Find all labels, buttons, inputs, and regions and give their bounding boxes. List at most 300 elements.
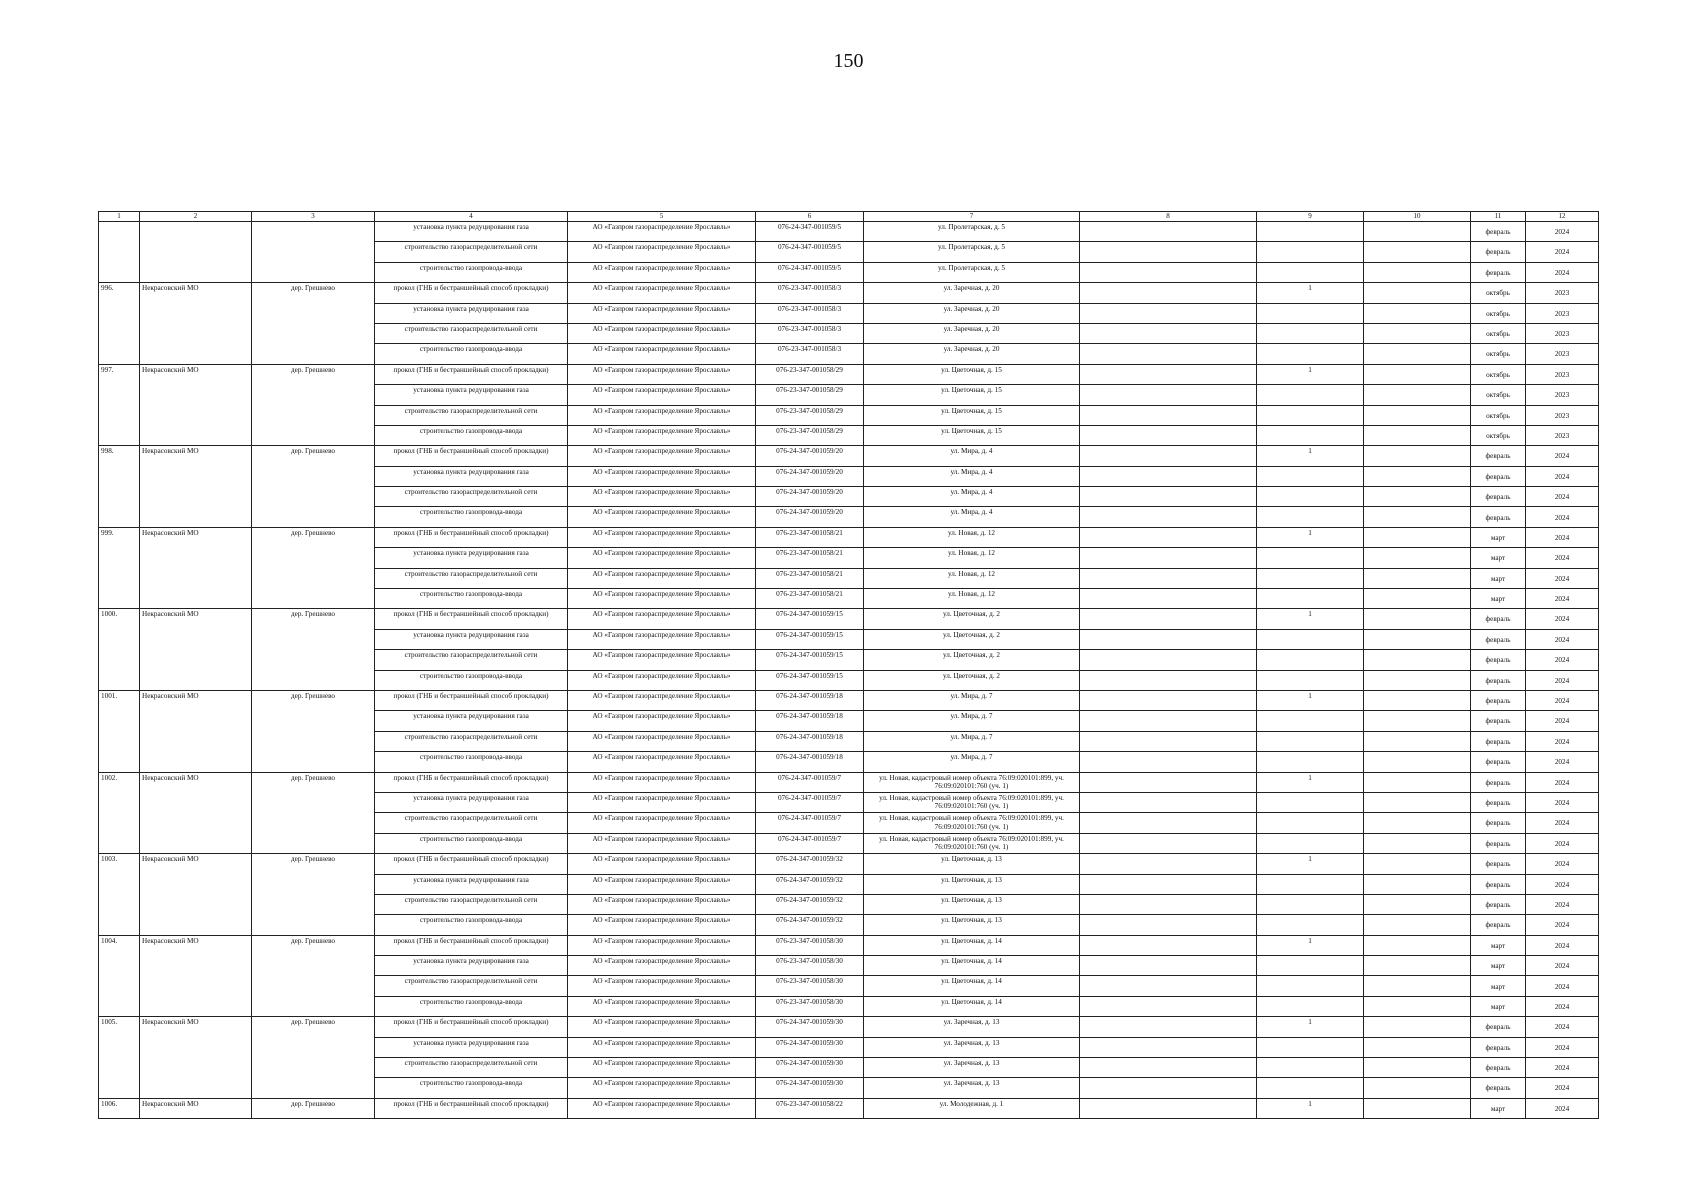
year: 2024 <box>1526 1098 1599 1118</box>
column-8-empty <box>1080 629 1257 649</box>
register-table <box>98 211 1599 1119</box>
work-type: строительство газопровода-ввода <box>375 507 568 527</box>
column-9-value <box>1257 425 1364 445</box>
month: октябрь <box>1471 303 1526 323</box>
year: 2023 <box>1526 344 1599 364</box>
settlement-name: дер. Грешнево <box>252 1098 375 1118</box>
settlement-name <box>252 222 375 283</box>
work-type: строительство газопровода-ввода <box>375 996 568 1016</box>
year: 2024 <box>1526 976 1599 996</box>
year: 2024 <box>1526 752 1599 772</box>
column-9-value <box>1257 894 1364 914</box>
year: 2024 <box>1526 629 1599 649</box>
column-header-6: 6 <box>756 212 864 222</box>
month: октябрь <box>1471 323 1526 343</box>
work-type: прокол (ГНБ и бестраншейный способ прокладки) <box>375 283 568 303</box>
column-header-10: 10 <box>1364 212 1471 222</box>
organization: АО «Газпром газораспределение Ярославль» <box>568 752 756 772</box>
column-9-value <box>1257 487 1364 507</box>
address: ул. Мира, д. 7 <box>864 690 1080 710</box>
column-8-empty <box>1080 874 1257 894</box>
work-type: строительство газораспределительной сети <box>375 405 568 425</box>
application-code: 076-24-347-001059/32 <box>756 874 864 894</box>
month: февраль <box>1471 1037 1526 1057</box>
column-8-empty <box>1080 609 1257 629</box>
month: март <box>1471 976 1526 996</box>
column-9-value <box>1257 629 1364 649</box>
year: 2024 <box>1526 609 1599 629</box>
month: март <box>1471 568 1526 588</box>
address: ул. Цветочная, д. 14 <box>864 996 1080 1016</box>
column-9-value: 1 <box>1257 609 1364 629</box>
column-9-value: 1 <box>1257 446 1364 466</box>
column-8-empty <box>1080 894 1257 914</box>
work-type: прокол (ГНБ и бестраншейный способ прокладки) <box>375 935 568 955</box>
column-header-1: 1 <box>99 212 140 222</box>
organization: АО «Газпром газораспределение Ярославль» <box>568 262 756 282</box>
column-10-empty <box>1364 752 1471 772</box>
month: февраль <box>1471 242 1526 262</box>
work-type: прокол (ГНБ и бестраншейный способ прокладки) <box>375 1017 568 1037</box>
column-8-empty <box>1080 813 1257 833</box>
application-code: 076-24-347-001059/15 <box>756 650 864 670</box>
application-code: 076-24-347-001059/18 <box>756 731 864 751</box>
application-code: 076-24-347-001059/30 <box>756 1078 864 1098</box>
organization: АО «Газпром газораспределение Ярославль» <box>568 956 756 976</box>
month: март <box>1471 589 1526 609</box>
column-10-empty <box>1364 1037 1471 1057</box>
organization: АО «Газпром газораспределение Ярославль» <box>568 425 756 445</box>
application-code: 076-23-347-001058/21 <box>756 548 864 568</box>
year: 2023 <box>1526 364 1599 384</box>
column-10-empty <box>1364 568 1471 588</box>
month: февраль <box>1471 813 1526 833</box>
column-header-5: 5 <box>568 212 756 222</box>
organization: АО «Газпром газораспределение Ярославль» <box>568 935 756 955</box>
work-type: строительство газораспределительной сети <box>375 731 568 751</box>
district-name: Некрасовский МО <box>140 690 252 772</box>
year: 2024 <box>1526 548 1599 568</box>
year: 2024 <box>1526 935 1599 955</box>
settlement-name: дер. Грешнево <box>252 854 375 936</box>
address: ул. Заречная, д. 20 <box>864 323 1080 343</box>
district-name: Некрасовский МО <box>140 1017 252 1099</box>
column-8-empty <box>1080 915 1257 935</box>
district-name: Некрасовский МО <box>140 364 252 446</box>
column-10-empty <box>1364 996 1471 1016</box>
column-10-empty <box>1364 487 1471 507</box>
year: 2024 <box>1526 833 1599 853</box>
year: 2024 <box>1526 1078 1599 1098</box>
address: ул. Цветочная, д. 14 <box>864 956 1080 976</box>
organization: АО «Газпром газораспределение Ярославль» <box>568 731 756 751</box>
district-name: Некрасовский МО <box>140 283 252 365</box>
column-9-value <box>1257 976 1364 996</box>
column-9-value <box>1257 650 1364 670</box>
column-10-empty <box>1364 283 1471 303</box>
month: февраль <box>1471 487 1526 507</box>
column-10-empty <box>1364 874 1471 894</box>
table-row <box>99 283 1599 303</box>
column-9-value <box>1257 792 1364 812</box>
column-9-value <box>1257 466 1364 486</box>
work-type: установка пункта редуцирования газа <box>375 629 568 649</box>
column-9-value <box>1257 670 1364 690</box>
column-8-empty <box>1080 996 1257 1016</box>
column-8-empty <box>1080 242 1257 262</box>
address: ул. Новая, д. 12 <box>864 527 1080 547</box>
month: февраль <box>1471 629 1526 649</box>
column-10-empty <box>1364 262 1471 282</box>
work-type: прокол (ГНБ и бестраншейный способ прокладки) <box>375 527 568 547</box>
column-9-value <box>1257 589 1364 609</box>
year: 2024 <box>1526 956 1599 976</box>
column-8-empty <box>1080 690 1257 710</box>
work-type: установка пункта редуцирования газа <box>375 303 568 323</box>
column-8-empty <box>1080 854 1257 874</box>
column-9-value <box>1257 242 1364 262</box>
organization: АО «Газпром газораспределение Ярославль» <box>568 792 756 812</box>
column-9-value: 1 <box>1257 1098 1364 1118</box>
address: ул. Цветочная, д. 13 <box>864 915 1080 935</box>
entry-number: 1000. <box>99 609 140 691</box>
address: ул. Новая, д. 12 <box>864 589 1080 609</box>
application-code: 076-23-347-001058/29 <box>756 364 864 384</box>
year: 2024 <box>1526 222 1599 242</box>
column-9-value: 1 <box>1257 1017 1364 1037</box>
application-code: 076-23-347-001058/3 <box>756 283 864 303</box>
month: февраль <box>1471 894 1526 914</box>
address: ул. Заречная, д. 13 <box>864 1058 1080 1078</box>
month: октябрь <box>1471 344 1526 364</box>
year: 2024 <box>1526 589 1599 609</box>
column-header-3: 3 <box>252 212 375 222</box>
work-type: строительство газопровода-ввода <box>375 915 568 935</box>
month: февраль <box>1471 1058 1526 1078</box>
column-10-empty <box>1364 405 1471 425</box>
page-number: 150 <box>833 50 864 72</box>
address: ул. Новая, д. 12 <box>864 568 1080 588</box>
work-type: прокол (ГНБ и бестраншейный способ прокладки) <box>375 1098 568 1118</box>
application-code: 076-23-347-001058/21 <box>756 527 864 547</box>
application-code: 076-24-347-001059/18 <box>756 711 864 731</box>
address: ул. Цветочная, д. 13 <box>864 854 1080 874</box>
work-type: строительство газопровода-ввода <box>375 262 568 282</box>
settlement-name: дер. Грешнево <box>252 772 375 854</box>
application-code: 076-24-347-001059/32 <box>756 915 864 935</box>
column-10-empty <box>1364 344 1471 364</box>
application-code: 076-24-347-001059/30 <box>756 1037 864 1057</box>
year: 2023 <box>1526 283 1599 303</box>
column-8-empty <box>1080 650 1257 670</box>
address: ул. Пролетарская, д. 5 <box>864 242 1080 262</box>
work-type: строительство газораспределительной сети <box>375 242 568 262</box>
address: ул. Цветочная, д. 15 <box>864 364 1080 384</box>
month: февраль <box>1471 854 1526 874</box>
column-10-empty <box>1364 222 1471 242</box>
column-10-empty <box>1364 670 1471 690</box>
column-10-empty <box>1364 609 1471 629</box>
column-9-value: 1 <box>1257 935 1364 955</box>
column-10-empty <box>1364 527 1471 547</box>
column-8-empty <box>1080 772 1257 792</box>
year: 2024 <box>1526 650 1599 670</box>
month: март <box>1471 548 1526 568</box>
application-code: 076-23-347-001058/3 <box>756 344 864 364</box>
column-10-empty <box>1364 792 1471 812</box>
district-name: Некрасовский МО <box>140 772 252 854</box>
table-body <box>99 222 1599 1119</box>
table-row <box>99 1017 1599 1037</box>
month: февраль <box>1471 690 1526 710</box>
settlement-name: дер. Грешнево <box>252 690 375 772</box>
organization: АО «Газпром газораспределение Ярославль» <box>568 466 756 486</box>
column-10-empty <box>1364 1017 1471 1037</box>
column-10-empty <box>1364 425 1471 445</box>
address: ул. Заречная, д. 13 <box>864 1017 1080 1037</box>
application-code: 076-24-347-001059/32 <box>756 894 864 914</box>
address: ул. Пролетарская, д. 5 <box>864 262 1080 282</box>
column-8-empty <box>1080 364 1257 384</box>
month: февраль <box>1471 792 1526 812</box>
year: 2024 <box>1526 711 1599 731</box>
settlement-name: дер. Грешнево <box>252 283 375 365</box>
column-10-empty <box>1364 466 1471 486</box>
address: ул. Мира, д. 7 <box>864 752 1080 772</box>
table-row <box>99 690 1599 710</box>
work-type: установка пункта редуцирования газа <box>375 385 568 405</box>
table-header <box>99 212 1599 222</box>
column-8-empty <box>1080 222 1257 242</box>
application-code: 076-23-347-001058/3 <box>756 303 864 323</box>
column-8-empty <box>1080 283 1257 303</box>
address: ул. Мира, д. 4 <box>864 507 1080 527</box>
work-type: строительство газораспределительной сети <box>375 1058 568 1078</box>
column-10-empty <box>1364 956 1471 976</box>
address: ул. Новая, кадастровый номер объекта 76:09:020101:899, уч. 76:09:020101:760 (уч. 1) <box>864 833 1080 853</box>
entry-number: 1005. <box>99 1017 140 1099</box>
month: февраль <box>1471 772 1526 792</box>
column-9-value <box>1257 915 1364 935</box>
column-10-empty <box>1364 589 1471 609</box>
application-code: 076-24-347-001059/15 <box>756 609 864 629</box>
application-code: 076-23-347-001058/29 <box>756 425 864 445</box>
work-type: строительство газораспределительной сети <box>375 813 568 833</box>
column-10-empty <box>1364 242 1471 262</box>
column-9-value <box>1257 711 1364 731</box>
column-9-value <box>1257 323 1364 343</box>
table-row <box>99 364 1599 384</box>
month: октябрь <box>1471 283 1526 303</box>
work-type: прокол (ГНБ и бестраншейный способ прокладки) <box>375 364 568 384</box>
address: ул. Мира, д. 4 <box>864 487 1080 507</box>
organization: АО «Газпром газораспределение Ярославль» <box>568 833 756 853</box>
year: 2024 <box>1526 507 1599 527</box>
column-10-empty <box>1364 731 1471 751</box>
address: ул. Мира, д. 4 <box>864 446 1080 466</box>
district-name: Некрасовский МО <box>140 854 252 936</box>
column-8-empty <box>1080 670 1257 690</box>
year: 2024 <box>1526 731 1599 751</box>
year: 2024 <box>1526 874 1599 894</box>
column-8-empty <box>1080 446 1257 466</box>
column-9-value <box>1257 405 1364 425</box>
column-10-empty <box>1364 833 1471 853</box>
address: ул. Заречная, д. 13 <box>864 1078 1080 1098</box>
year: 2024 <box>1526 690 1599 710</box>
month: февраль <box>1471 874 1526 894</box>
year: 2024 <box>1526 772 1599 792</box>
application-code: 076-24-347-001059/20 <box>756 487 864 507</box>
address: ул. Мира, д. 7 <box>864 731 1080 751</box>
column-9-value <box>1257 222 1364 242</box>
column-10-empty <box>1364 690 1471 710</box>
district-name <box>140 222 252 283</box>
column-10-empty <box>1364 548 1471 568</box>
column-9-value <box>1257 303 1364 323</box>
work-type: строительство газопровода-ввода <box>375 670 568 690</box>
organization: АО «Газпром газораспределение Ярославль» <box>568 772 756 792</box>
work-type: строительство газораспределительной сети <box>375 976 568 996</box>
column-8-empty <box>1080 833 1257 853</box>
work-type: установка пункта редуцирования газа <box>375 792 568 812</box>
year: 2024 <box>1526 527 1599 547</box>
application-code: 076-23-347-001058/29 <box>756 385 864 405</box>
entry-number: 998. <box>99 446 140 528</box>
column-9-value <box>1257 731 1364 751</box>
entry-number <box>99 222 140 283</box>
year: 2024 <box>1526 262 1599 282</box>
column-header-8: 8 <box>1080 212 1257 222</box>
application-code: 076-24-347-001059/15 <box>756 670 864 690</box>
month: февраль <box>1471 915 1526 935</box>
address: ул. Цветочная, д. 2 <box>864 629 1080 649</box>
work-type: строительство газораспределительной сети <box>375 894 568 914</box>
work-type: установка пункта редуцирования газа <box>375 222 568 242</box>
application-code: 076-24-347-001059/18 <box>756 690 864 710</box>
application-code: 076-24-347-001059/32 <box>756 854 864 874</box>
application-code: 076-23-347-001058/30 <box>756 956 864 976</box>
organization: АО «Газпром газораспределение Ярославль» <box>568 527 756 547</box>
column-10-empty <box>1364 364 1471 384</box>
address: ул. Цветочная, д. 14 <box>864 935 1080 955</box>
organization: АО «Газпром газораспределение Ярославль» <box>568 670 756 690</box>
organization: АО «Газпром газораспределение Ярославль» <box>568 283 756 303</box>
organization: АО «Газпром газораспределение Ярославль» <box>568 609 756 629</box>
month: октябрь <box>1471 385 1526 405</box>
address: ул. Заречная, д. 13 <box>864 1037 1080 1057</box>
application-code: 076-24-347-001059/30 <box>756 1058 864 1078</box>
column-10-empty <box>1364 446 1471 466</box>
column-8-empty <box>1080 527 1257 547</box>
application-code: 076-24-347-001059/30 <box>756 1017 864 1037</box>
year: 2023 <box>1526 323 1599 343</box>
organization: АО «Газпром газораспределение Ярославль» <box>568 548 756 568</box>
organization: АО «Газпром газораспределение Ярославль» <box>568 915 756 935</box>
month: февраль <box>1471 670 1526 690</box>
column-10-empty <box>1364 650 1471 670</box>
application-code: 076-24-347-001059/18 <box>756 752 864 772</box>
address: ул. Цветочная, д. 15 <box>864 405 1080 425</box>
address: ул. Мира, д. 4 <box>864 466 1080 486</box>
column-8-empty <box>1080 385 1257 405</box>
work-type: строительство газопровода-ввода <box>375 752 568 772</box>
column-10-empty <box>1364 976 1471 996</box>
organization: АО «Газпром газораспределение Ярославль» <box>568 1017 756 1037</box>
application-code: 076-23-347-001058/30 <box>756 976 864 996</box>
column-10-empty <box>1364 507 1471 527</box>
application-code: 076-23-347-001058/3 <box>756 323 864 343</box>
application-code: 076-23-347-001058/30 <box>756 996 864 1016</box>
column-8-empty <box>1080 935 1257 955</box>
column-9-value <box>1257 813 1364 833</box>
month: февраль <box>1471 833 1526 853</box>
column-9-value <box>1257 874 1364 894</box>
year: 2024 <box>1526 1037 1599 1057</box>
month: февраль <box>1471 222 1526 242</box>
column-8-empty <box>1080 487 1257 507</box>
table-row <box>99 935 1599 955</box>
column-8-empty <box>1080 466 1257 486</box>
application-code: 076-24-347-001059/7 <box>756 833 864 853</box>
column-8-empty <box>1080 711 1257 731</box>
application-code: 076-23-347-001058/21 <box>756 568 864 588</box>
address: ул. Заречная, д. 20 <box>864 303 1080 323</box>
address: ул. Цветочная, д. 2 <box>864 609 1080 629</box>
address: ул. Цветочная, д. 15 <box>864 425 1080 445</box>
address: ул. Новая, д. 12 <box>864 548 1080 568</box>
column-8-empty <box>1080 1017 1257 1037</box>
column-8-empty <box>1080 956 1257 976</box>
column-header-4: 4 <box>375 212 568 222</box>
work-type: установка пункта редуцирования газа <box>375 956 568 976</box>
organization: АО «Газпром газораспределение Ярославль» <box>568 487 756 507</box>
address: ул. Мира, д. 7 <box>864 711 1080 731</box>
organization: АО «Газпром газораспределение Ярославль» <box>568 222 756 242</box>
organization: АО «Газпром газораспределение Ярославль» <box>568 1098 756 1118</box>
district-name: Некрасовский МО <box>140 527 252 609</box>
entry-number: 1001. <box>99 690 140 772</box>
year: 2023 <box>1526 405 1599 425</box>
column-9-value: 1 <box>1257 283 1364 303</box>
column-8-empty <box>1080 792 1257 812</box>
month: февраль <box>1471 1017 1526 1037</box>
district-name: Некрасовский МО <box>140 446 252 528</box>
column-9-value: 1 <box>1257 854 1364 874</box>
column-9-value <box>1257 507 1364 527</box>
address: ул. Цветочная, д. 13 <box>864 874 1080 894</box>
table-row <box>99 446 1599 466</box>
year: 2024 <box>1526 242 1599 262</box>
organization: АО «Газпром газораспределение Ярославль» <box>568 711 756 731</box>
year: 2024 <box>1526 894 1599 914</box>
work-type: установка пункта редуцирования газа <box>375 874 568 894</box>
month: февраль <box>1471 446 1526 466</box>
year: 2024 <box>1526 670 1599 690</box>
column-header-11: 11 <box>1471 212 1526 222</box>
application-code: 076-24-347-001059/5 <box>756 262 864 282</box>
work-type: прокол (ГНБ и бестраншейный способ прокладки) <box>375 446 568 466</box>
work-type: строительство газопровода-ввода <box>375 1078 568 1098</box>
column-9-value: 1 <box>1257 364 1364 384</box>
organization: АО «Газпром газораспределение Ярославль» <box>568 1078 756 1098</box>
column-9-value <box>1257 262 1364 282</box>
application-code: 076-23-347-001058/30 <box>756 935 864 955</box>
organization: АО «Газпром газораспределение Ярославль» <box>568 650 756 670</box>
entry-number: 1003. <box>99 854 140 936</box>
settlement-name: дер. Грешнево <box>252 446 375 528</box>
month: октябрь <box>1471 425 1526 445</box>
